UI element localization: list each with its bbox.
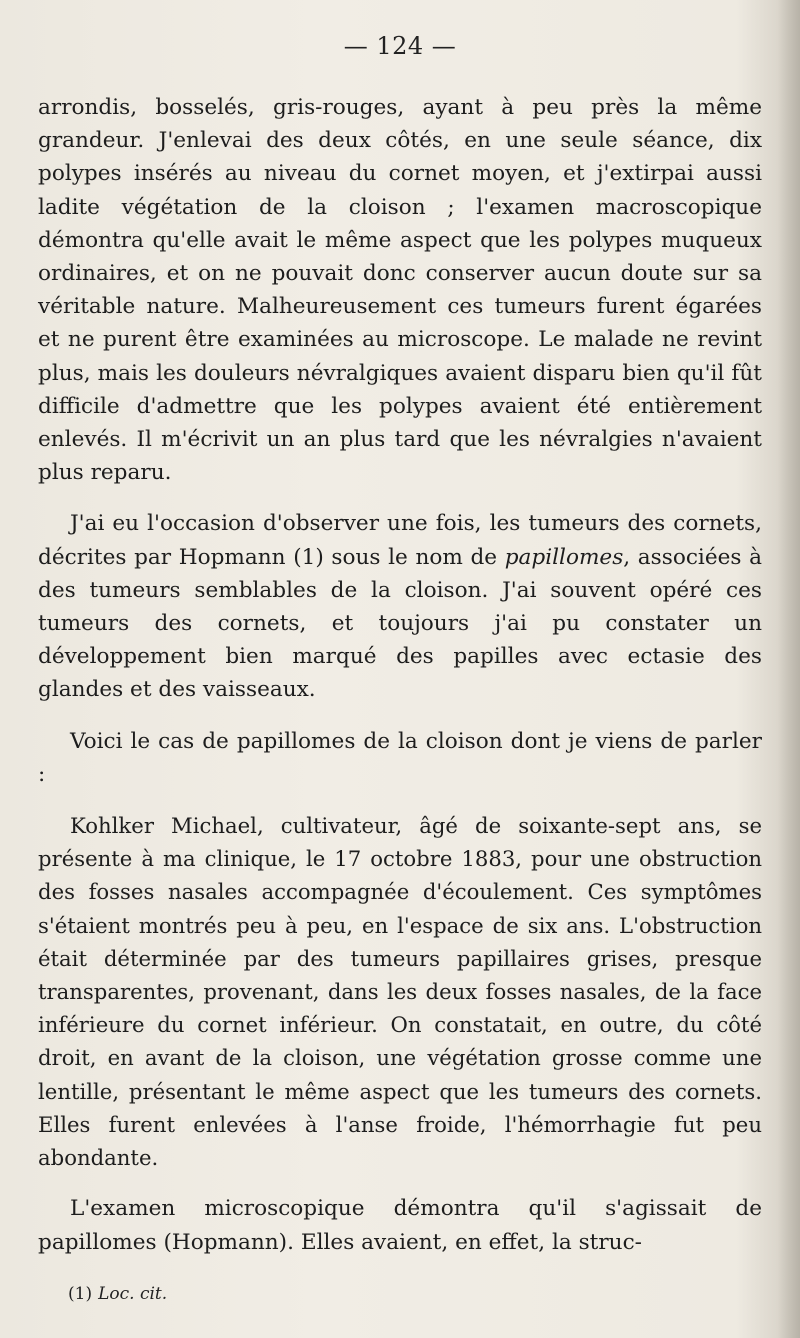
paragraph-microscopic-exam: L'examen microscopique démontra qu'il s'agissait de papillomes (Hopmann). Elles avaient, en effet, la struc- bbox=[38, 1196, 762, 1255]
footnote bbox=[68, 1284, 167, 1304]
paragraph-continuation: arrondis, bosselés, gris-rouges, ayant à peu près la même grandeur. J'enlevai des deux côtés, en une seule séance, dix polypes insérés au niveau du cornet moyen, et j'extirpai aussi ladite végétation de la cloison ; l'examen macroscopique démontra qu'elle avait le même aspect que les polypes muqueux ordinaires, et on ne pouvait donc conserver aucun doute sur sa véritable nature. Malheureusement ces tumeurs furent égarées et ne purent être examinées au microscope. Le malade ne revint plus, mais les douleurs névralgiques avaient disparu bien qu'il fût difficile d'admettre que les polypes avaient été entièrement enlevés. Il m'écrivit un an plus tard que les névralgies n'avaient plus reparu. bbox=[38, 95, 762, 486]
paragraph-case-report: Kohlker Michael, cultivateur, âgé de soixante-sept ans, se présente à ma clinique, le 17 octobre 1883, pour une obstruction des fosses nasales accompagnée d'écoulement. Ces symptômes s'étaient montrés peu à peu, en l'espace de six ans. L'obstruction était déterminée par des tumeurs papillaires grises, presque transparentes, provenant, dans les deux fosses nasales, de la face inférieure du cornet inférieur. On constatait, en outre, du côté droit, en avant de la cloison, une végétation grosse comme une lentille, présentant le même aspect que les tumeurs des cornets. Elles furent enlevées à l'anse froide, l'hémorrhagie fut peu abondante. bbox=[38, 813, 762, 1171]
page-spine-shadow bbox=[778, 0, 800, 1338]
footnote-text: Loc. cit. bbox=[98, 1284, 168, 1304]
footnote-mark: (1) bbox=[68, 1284, 93, 1304]
paragraph-text: J'ai eu l'occasion d'observer une fois, les tumeurs des cornets, décrites par Hopmann (1) sous le nom de bbox=[38, 511, 762, 570]
paragraph-case-intro: Voici le cas de papillomes de la cloison dont je viens de parler : bbox=[38, 728, 762, 787]
page-number: — 124 — bbox=[343, 32, 457, 60]
italic-term: papillomes bbox=[504, 544, 624, 570]
paragraph-text: , associées à des tumeurs semblables de la cloison. J'ai souvent opéré ces tumeurs des cornets, et toujours j'ai pu constater un développement bien marqué des papilles avec ectasie des glandes et des vaisseaux. bbox=[38, 544, 762, 703]
paragraph-papillomes bbox=[38, 507, 762, 706]
body-text bbox=[38, 91, 762, 1259]
